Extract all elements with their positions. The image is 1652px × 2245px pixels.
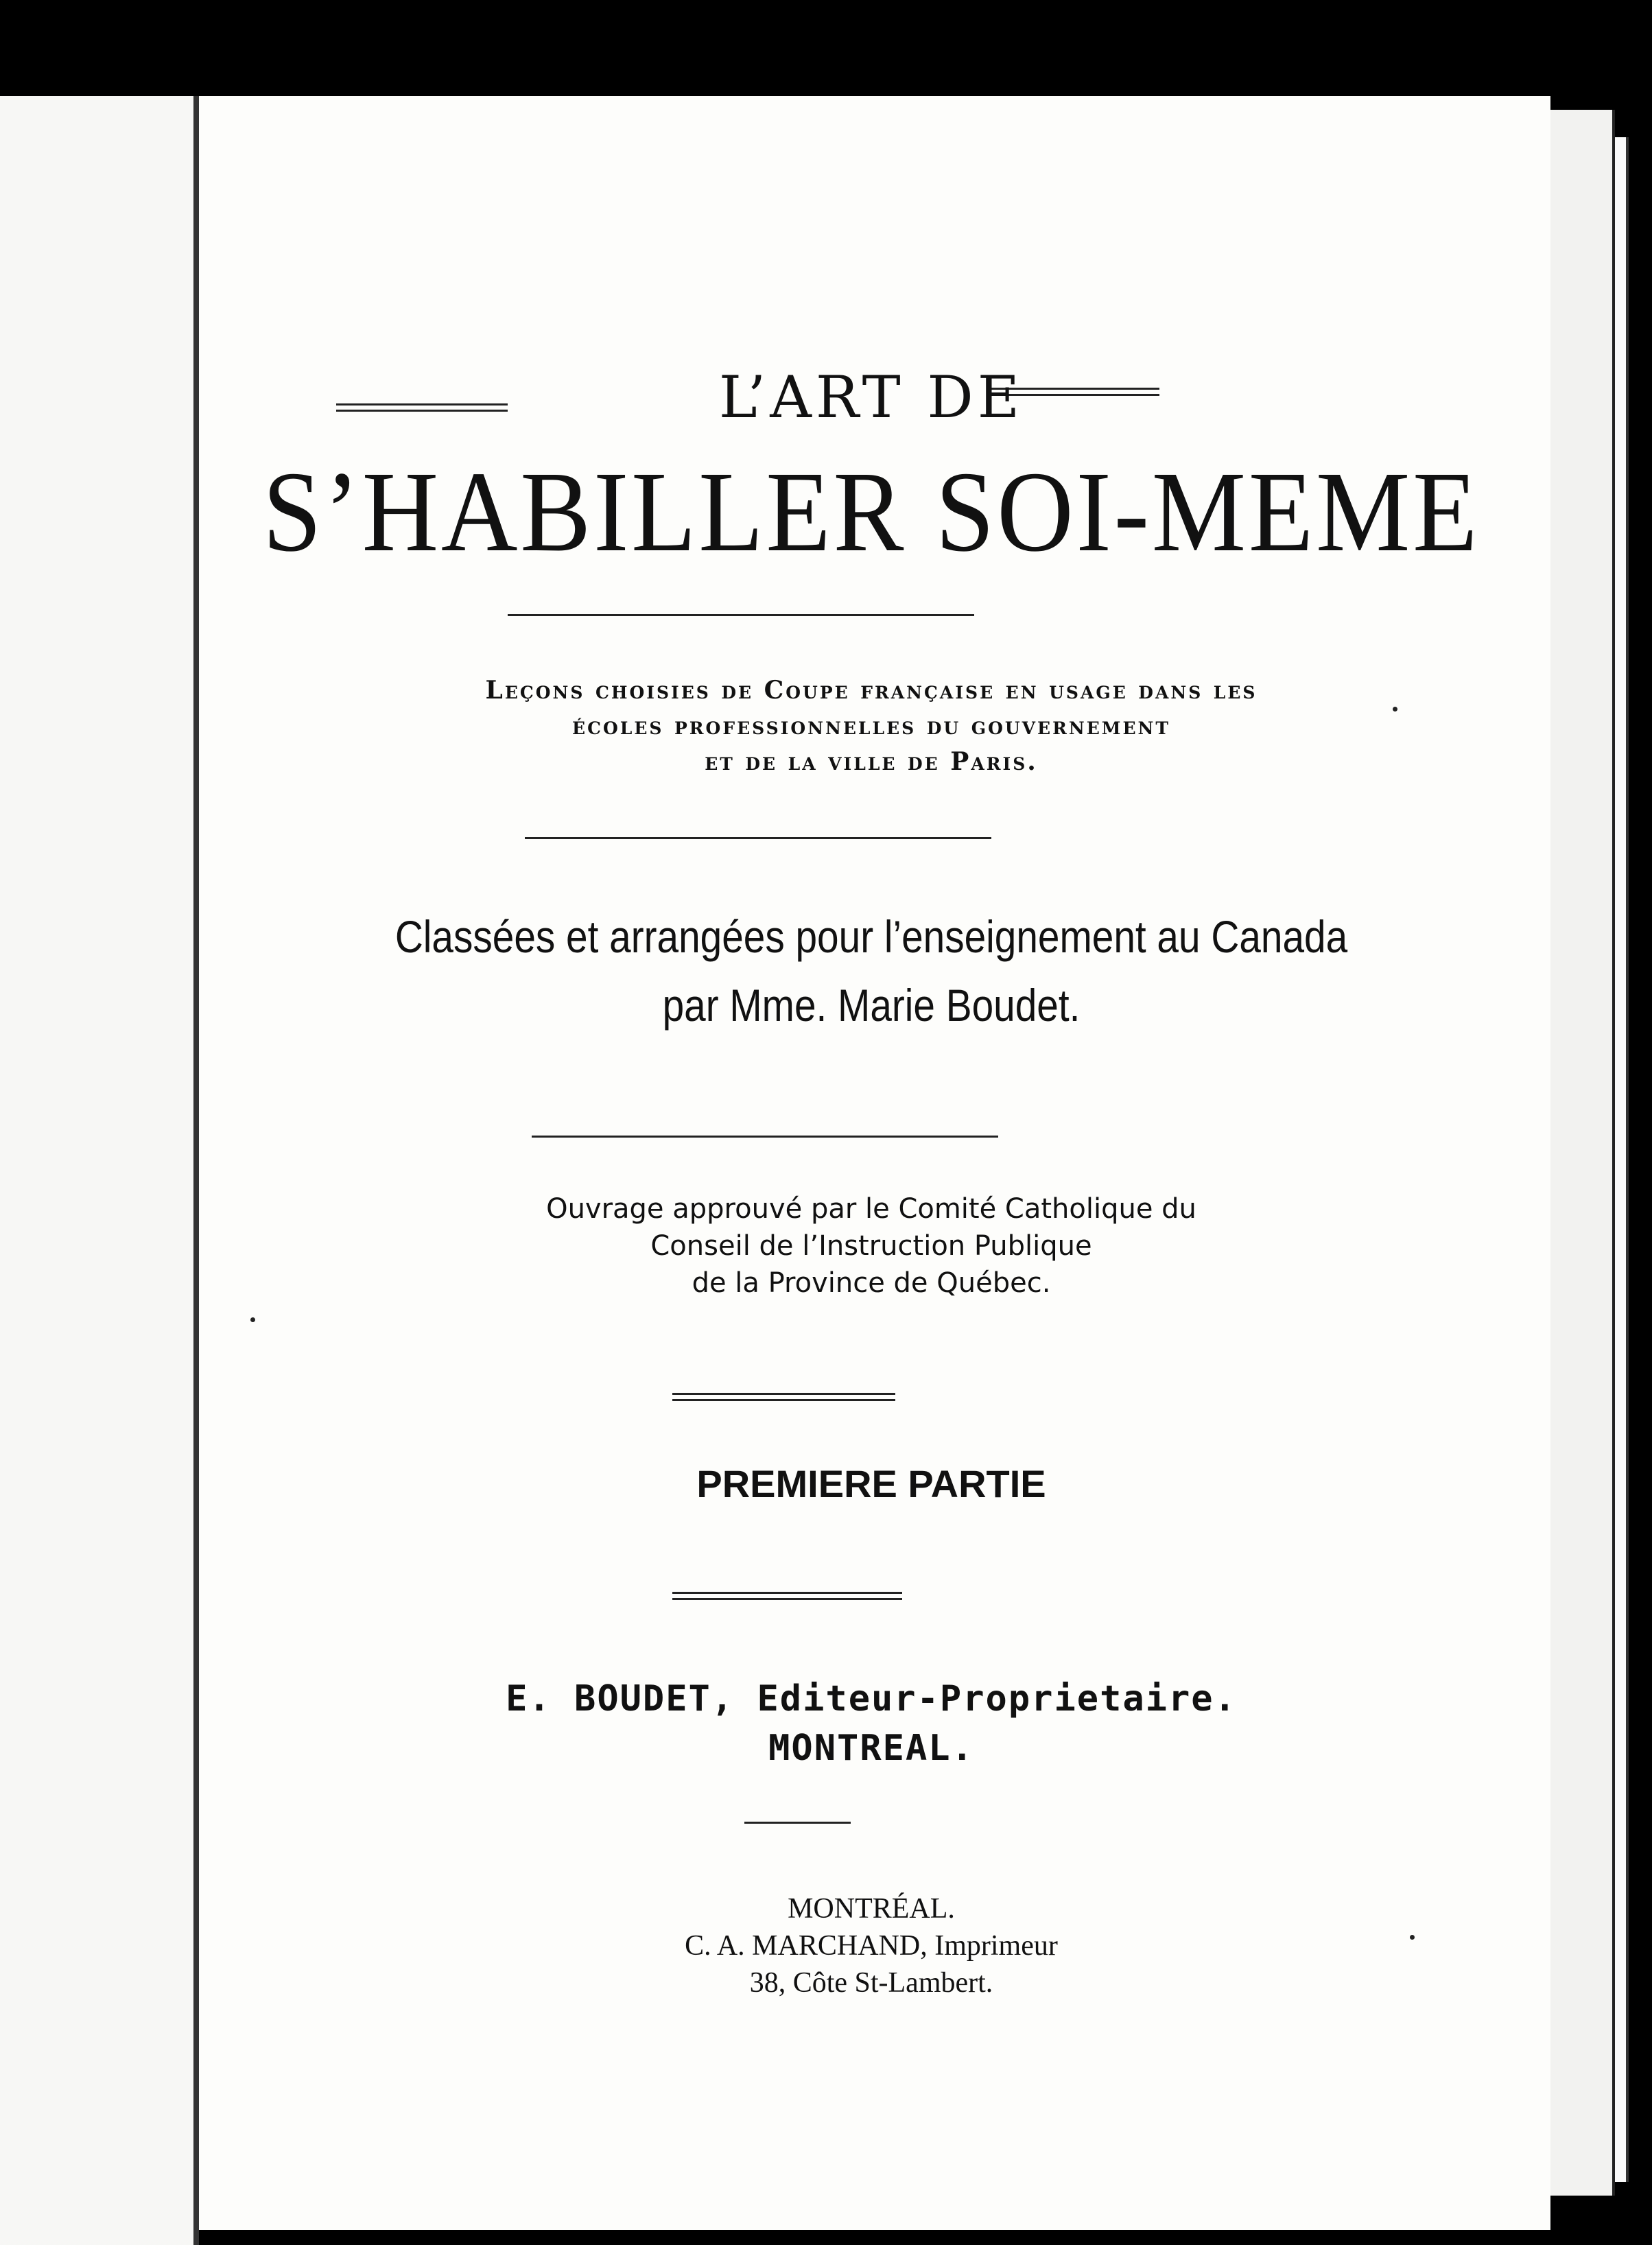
title-page-content — [199, 96, 1544, 2223]
divider — [525, 837, 991, 839]
double-divider — [672, 1393, 895, 1401]
subtitle-lecons — [199, 672, 1544, 779]
double-divider — [672, 1592, 902, 1600]
attribution — [293, 902, 1450, 1039]
scan-speck — [250, 1317, 255, 1322]
divider — [508, 614, 974, 616]
scan-speck — [1393, 707, 1397, 712]
subtitle-line-2: écoles professionnelles du gouvernement — [572, 712, 1170, 740]
book-gutter — [193, 96, 199, 2245]
subtitle-line-3: et de la ville de Paris. — [705, 747, 1038, 776]
divider — [744, 1822, 851, 1824]
subtitle-line-1: Leçons choisies de Coupe française en usage dans les — [485, 676, 1258, 705]
printer-city: MONTRÉAL. — [788, 1893, 955, 1925]
printer-block — [199, 1890, 1544, 2001]
publisher — [199, 1674, 1544, 1773]
approval-line-3: de la Province de Québec. — [692, 1267, 1051, 1299]
attribution-line-1: Classées et arrangées pour l’enseignement au Canada — [394, 911, 1348, 962]
scan-speck — [1410, 1935, 1415, 1940]
printer-address: 38, Côte St-Lambert. — [749, 1967, 993, 1999]
approval-line-2: Conseil de l’Instruction Publique — [650, 1230, 1092, 1262]
facing-page — [0, 96, 199, 2245]
part-heading: PREMIERE PARTIE — [696, 1462, 1046, 1505]
printer-name: C. A. MARCHAND, Imprimeur — [685, 1930, 1058, 1962]
book-title: S’HABILLER SOI-MEME — [262, 448, 1480, 576]
approval-notice — [199, 1190, 1544, 1302]
attribution-author: par Mme. Marie Boudet. — [662, 980, 1081, 1031]
divider — [532, 1136, 998, 1138]
approval-line-1: Ouvrage approuvé par le Comité Catholique du — [546, 1193, 1196, 1225]
publisher-name: E. BOUDET, Editeur-Proprietaire. — [506, 1678, 1237, 1719]
title-line-1: L’ART DE — [718, 364, 1024, 431]
publisher-city: MONTREAL. — [768, 1728, 974, 1769]
